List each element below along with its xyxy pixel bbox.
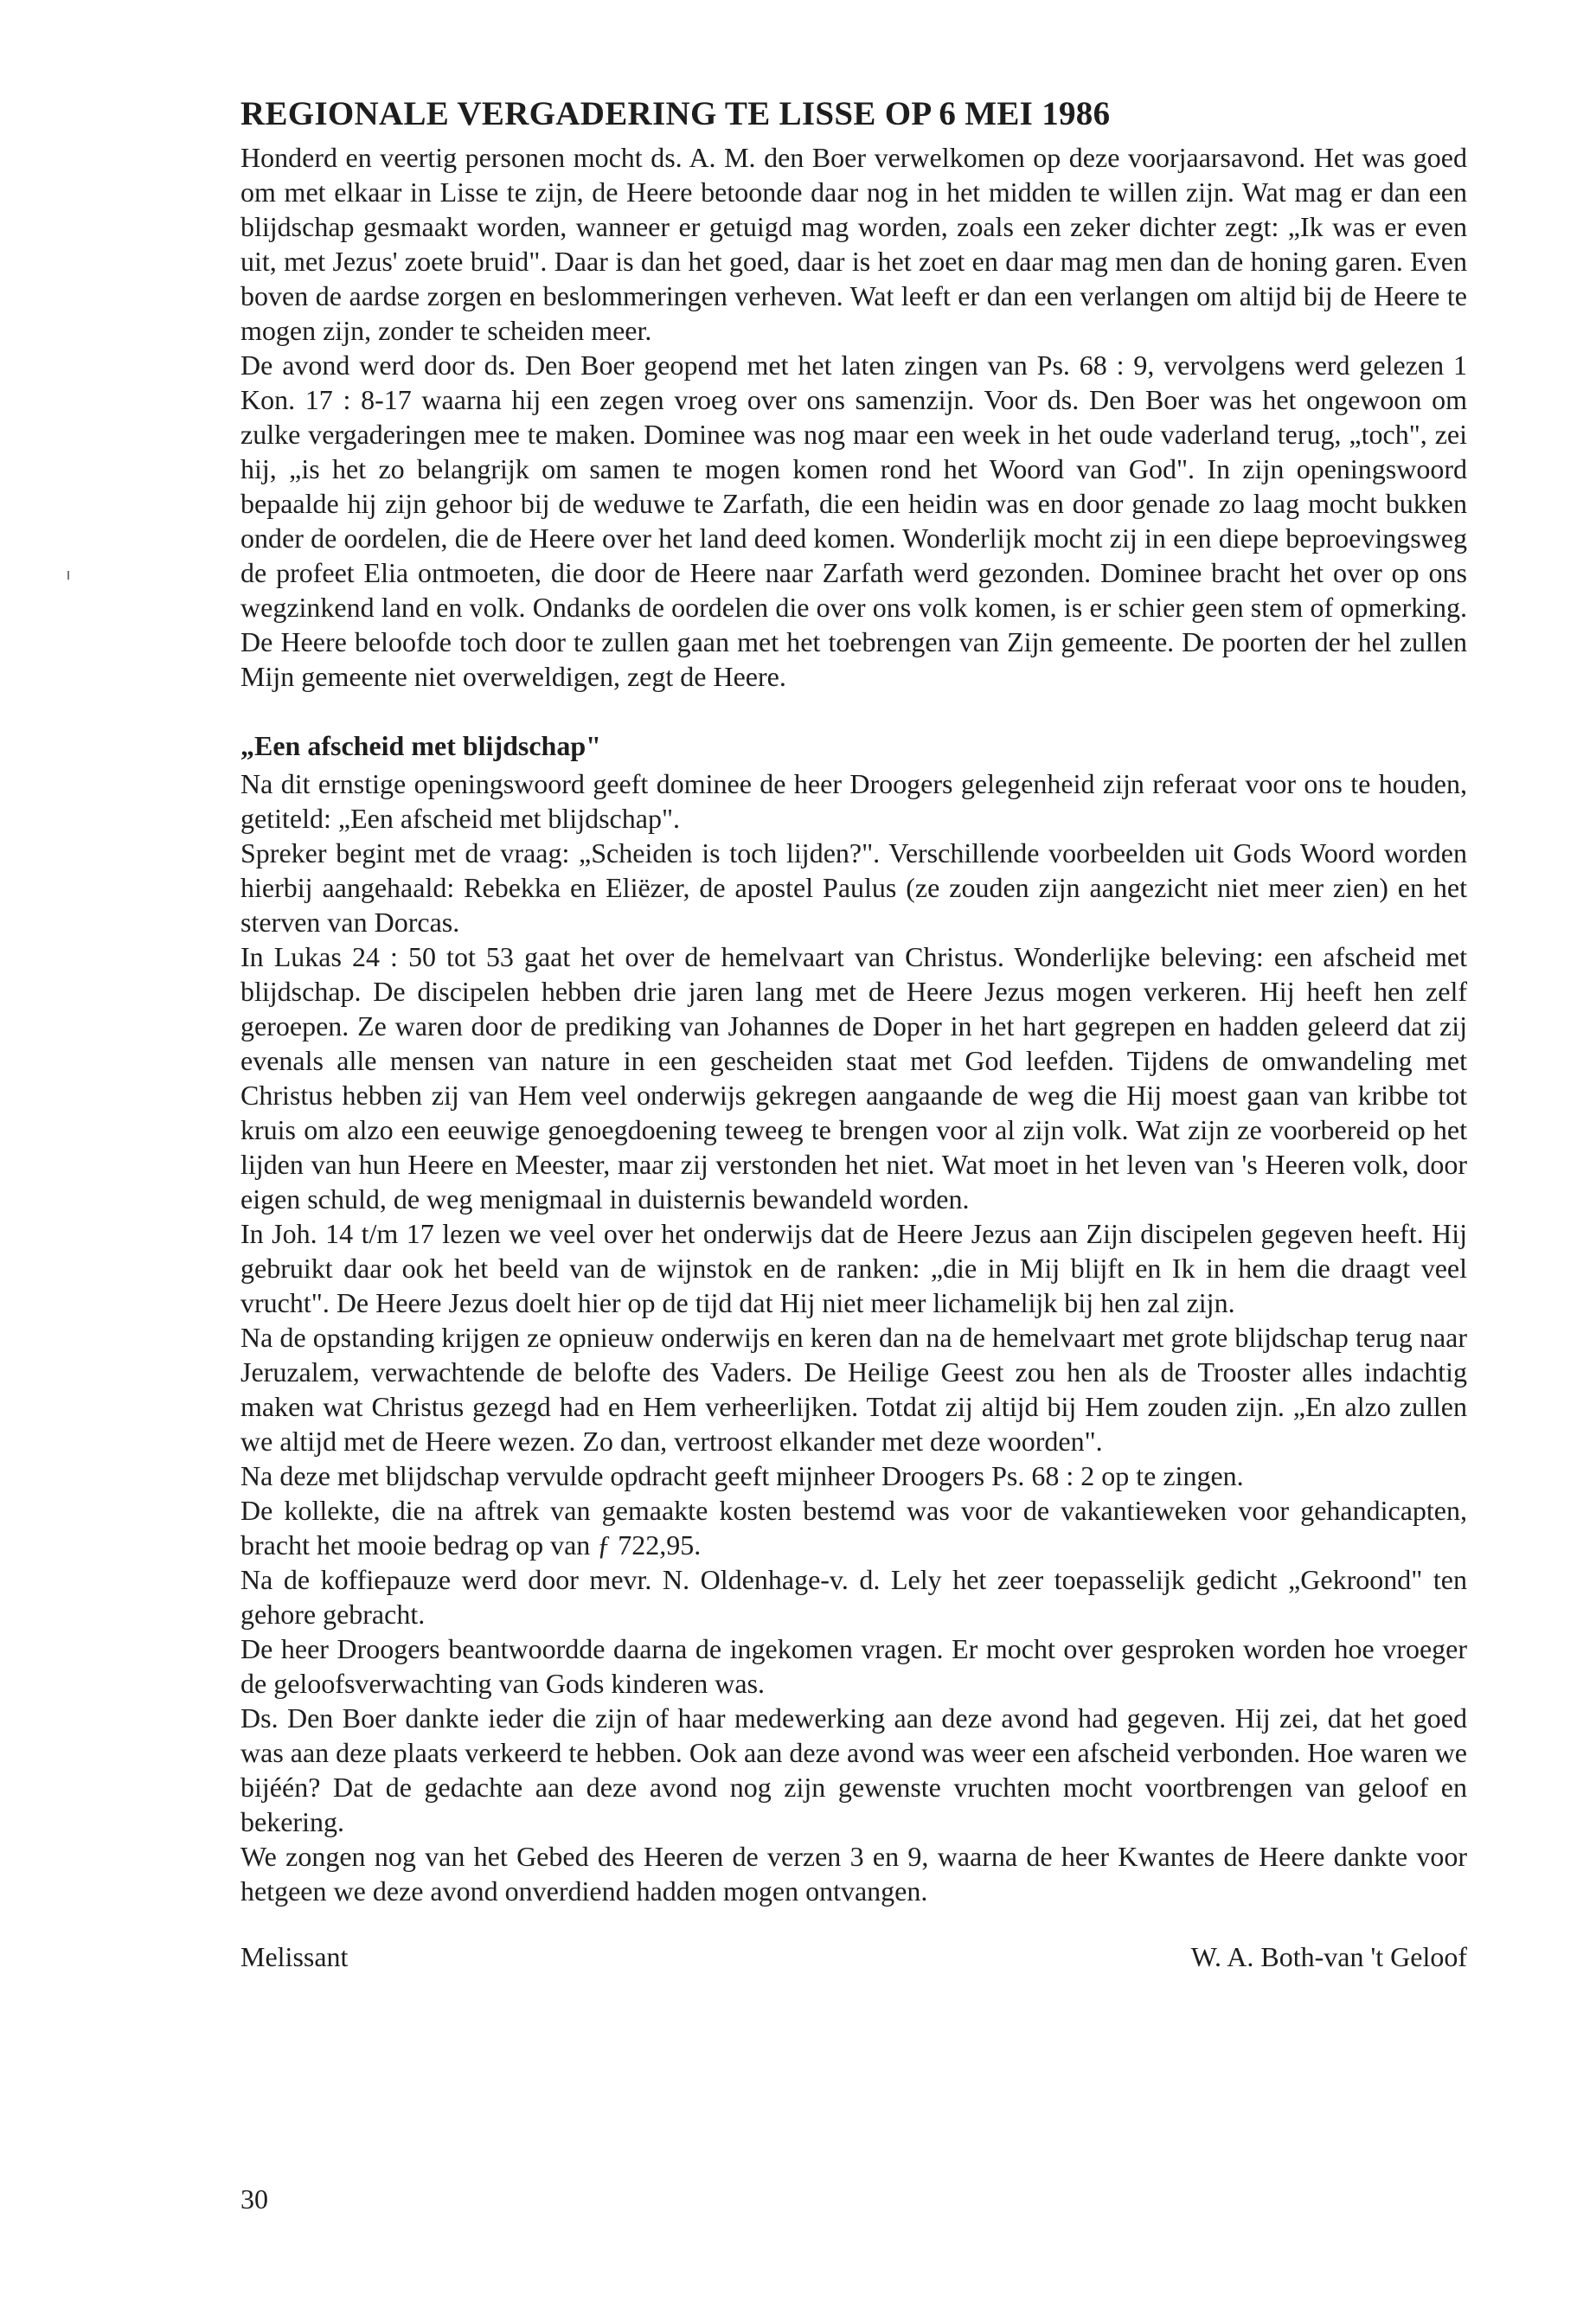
paragraph: Ds. Den Boer dankte ieder die zijn of haar medewerking aan deze avond had gegeven. Hij zei, dat het goed was aan deze plaats verkeerd te hebben. Ook aan deze avond was weer een afscheid verbonden. Hoe waren we bijéén? Dat de gedachte aan deze avond nog zijn gewenste vruchten mocht voortbrengen van geloof en bekering. (240, 1702, 1467, 1837)
page-number: 30 (240, 2183, 268, 2214)
paragraph: Honderd en veertig personen mocht ds. A. M. den Boer verwelkomen op deze voorjaarsavond. Het was goed om met elkaar in Lisse te zijn, de Heere betoonde daar nog in het midden te willen zijn. Wat mag er dan een blijdschap gesmaakt worden, wanneer er getuigd mag worden, zoals een zeker dichter zegt: „Ik was er even uit, met Jezus' zoete bruid". Daar is dan het goed, daar is het zoet en daar mag men dan de honing garen. Even boven de aardse zorgen en beslommeringen verheven. Wat leeft er dan een verlangen om altijd bij de Heere te mogen zijn, zonder te scheiden meer. (240, 142, 1467, 346)
paragraph: Na de opstanding krijgen ze opnieuw onderwijs en keren dan na de hemelvaart met grote blijdschap terug naar Jeruzalem, verwachtende de belofte des Vaders. De Heilige Geest zou hen als de Trooster alles indachtig maken wat Christus gezegd had en Hem verheerlijken. Totdat zij altijd bij Hem zouden zijn. „En alzo zullen we altijd met de Heere wezen. Zo dan, vertroost elkander met deze woorden". (240, 1322, 1467, 1457)
paragraph: Na deze met blijdschap vervulde opdracht geeft mijnheer Droogers Ps. 68 : 2 op te zingen. (240, 1460, 1244, 1491)
author-name: W. A. Both-van 't Geloof (1190, 1941, 1467, 1972)
paragraph: Na de koffiepauze werd door mevr. N. Oldenhage-v. d. Lely het zeer toepasselijk gedicht „Gekroond" ten gehore gebracht. (240, 1564, 1467, 1630)
place-name: Melissant (240, 1941, 349, 1972)
signature-row (240, 1939, 1467, 1974)
scan-mark (67, 571, 69, 580)
paragraph: In Lukas 24 : 50 tot 53 gaat het over de hemelvaart van Christus. Wonderlijke beleving: een afscheid met blijdschap. De discipelen hebben drie jaren lang met de Heere Jezus mogen verkeren. Hij heeft hen zelf geroepen. Ze waren door de prediking van Johannes de Doper in het hart gegrepen en hadden geleerd dat zij evenals alle mensen van nature in een gescheiden staat met God leefden. Tijdens de omwandeling met Christus hebben zij van Hem veel onderwijs gekregen aangaande de weg die Hij moest gaan van kribbe tot kruis om alzo een eeuwige genoegdoening teweeg te brengen voor al zijn volk. Wat zijn ze voorbereid op het lijden van hun Heere en Meester, maar zij verstonden het niet. Wat moet in het leven van 's Heeren volk, door eigen schuld, de weg menigmaal in duisternis bewandeld worden. (240, 941, 1467, 1215)
paragraph: Spreker begint met de vraag: „Scheiden is toch lijden?". Verschillende voorbeelden uit Gods Woord worden hierbij aangehaald: Rebekka en Eliëzer, de apostel Paulus (ze zouden zijn aangezicht niet meer zien) en het sterven van Dorcas. (240, 837, 1467, 938)
paragraph: Na dit ernstige openingswoord geeft dominee de heer Droogers gelegenheid zijn referaat voor ons te houden, getiteld: „Een afscheid met blijdschap". (240, 768, 1467, 834)
paragraph: In Joh. 14 t/m 17 lezen we veel over het onderwijs dat de Heere Jezus aan Zijn discipelen gegeven heeft. Hij gebruikt daar ook het beeld van de wijnstok en de ranken: „die in Mij blijft en Ik in hem die draagt veel vrucht". De Heere Jezus doelt hier op de tijd dat Hij niet meer lichamelijk bij hen zal zijn. (240, 1218, 1467, 1318)
intro-section (240, 140, 1467, 694)
paragraph: De kollekte, die na aftrek van gemaakte kosten bestemd was voor de vakantieweken voor gehandicapten, bracht het mooie bedrag op van ƒ 722,95. (240, 1495, 1467, 1561)
paragraph: We zongen nog van het Gebed des Heeren de verzen 3 en 9, waarna de heer Kwantes de Heere dankte voor hetgeen we deze avond onverdiend hadden mogen ontvangen. (240, 1841, 1467, 1907)
article (240, 93, 1467, 1974)
paragraph: De avond werd door ds. Den Boer geopend met het laten zingen van Ps. 68 : 9, vervolgens werd gelezen 1 Kon. 17 : 8-17 waarna hij een zegen vroeg over ons samenzijn. Voor ds. Den Boer was het ongewoon om zulke vergaderingen mee te maken. Dominee was nog maar een week in het oude vaderland terug, „toch", zei hij, „is het zo belangrijk om samen te mogen komen rond het Woord van God". In zijn openingswoord bepaalde hij zijn gehoor bij de weduwe te Zarfath, die een heidin was en door genade zo laag mocht bukken onder de oordelen, die de Heere over het land deed komen. Wonderlijk mocht zij in een diepe beproevingsweg de profeet Elia ontmoeten, die door de Heere naar Zarfath werd gezonden. Dominee bracht het over op ons wegzinkend land en volk. Ondanks de oordelen die over ons volk komen, is er schier geen stem of opmerking. De Heere beloofde toch door te zullen gaan met het toebrengen van Zijn gemeente. De poorten der hel zullen Mijn gemeente niet overweldigen, zegt de Heere. (240, 349, 1467, 692)
section-heading: „Een afscheid met blijdschap" (240, 730, 601, 761)
paragraph: De heer Droogers beantwoordde daarna de ingekomen vragen. Er mocht over gesproken worden hoe vroeger de geloofsverwachting van Gods kinderen was. (240, 1633, 1467, 1699)
article-title: REGIONALE VERGADERING TE LISSE OP 6 MEI 1986 (240, 95, 1111, 132)
lecture-section (240, 766, 1467, 1908)
